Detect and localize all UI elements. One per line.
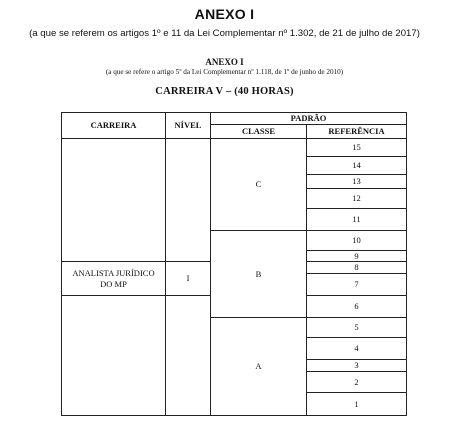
carreira-line-2: DO MP <box>100 278 127 289</box>
referencia-cell: 9 <box>307 251 407 262</box>
carreira-blank-top <box>62 139 166 262</box>
header-classe: CLASSE <box>211 125 307 139</box>
referencia-cell: 13 <box>307 175 407 189</box>
header-nivel: NÍVEL <box>166 113 211 139</box>
carreira-blank-bottom <box>62 296 166 416</box>
referencia-cell: 5 <box>307 318 407 338</box>
referencia-cell: 1 <box>307 393 407 416</box>
nivel-cell: I <box>166 262 211 296</box>
referencia-cell: 7 <box>307 274 407 296</box>
referencia-cell: 6 <box>307 296 407 318</box>
referencia-cell: 8 <box>307 262 407 274</box>
career-heading: CARREIRA V – (40 HORAS) <box>155 86 294 97</box>
referencia-cell: 12 <box>307 189 407 209</box>
header-carreira: CARREIRA <box>62 113 166 139</box>
nivel-blank-top <box>166 139 211 262</box>
annex-title: ANEXO I <box>205 57 244 67</box>
carreira-cell <box>62 262 166 296</box>
referencia-cell: 2 <box>307 372 407 393</box>
main-title: ANEXO I <box>194 6 255 22</box>
classe-cell: C <box>211 139 307 231</box>
nivel-blank-bottom <box>166 296 211 416</box>
header-padrao: PADRÃO <box>211 113 407 125</box>
classe-cell: A <box>211 318 307 416</box>
header-referencia: REFERÊNCIA <box>307 125 407 139</box>
referencia-cell: 4 <box>307 338 407 360</box>
salary-table <box>61 112 407 416</box>
referencia-cell: 15 <box>307 139 407 157</box>
referencia-cell: 14 <box>307 157 407 175</box>
main-subtitle: (a que se referem os artigos 1º e 11 da Lei Complementar nº 1.302, de 21 de julho de 2017) <box>29 28 420 39</box>
referencia-cell: 10 <box>307 231 407 251</box>
classe-cell: B <box>211 231 307 318</box>
referencia-cell: 3 <box>307 360 407 372</box>
referencia-cell: 11 <box>307 209 407 231</box>
carreira-line-1: ANALISTA JURÍDICO <box>72 268 155 278</box>
annex-subtitle: (a que se refere o artigo 5º da Lei Complementar nº 1.118, de 1º de junho de 2010) <box>105 68 344 76</box>
